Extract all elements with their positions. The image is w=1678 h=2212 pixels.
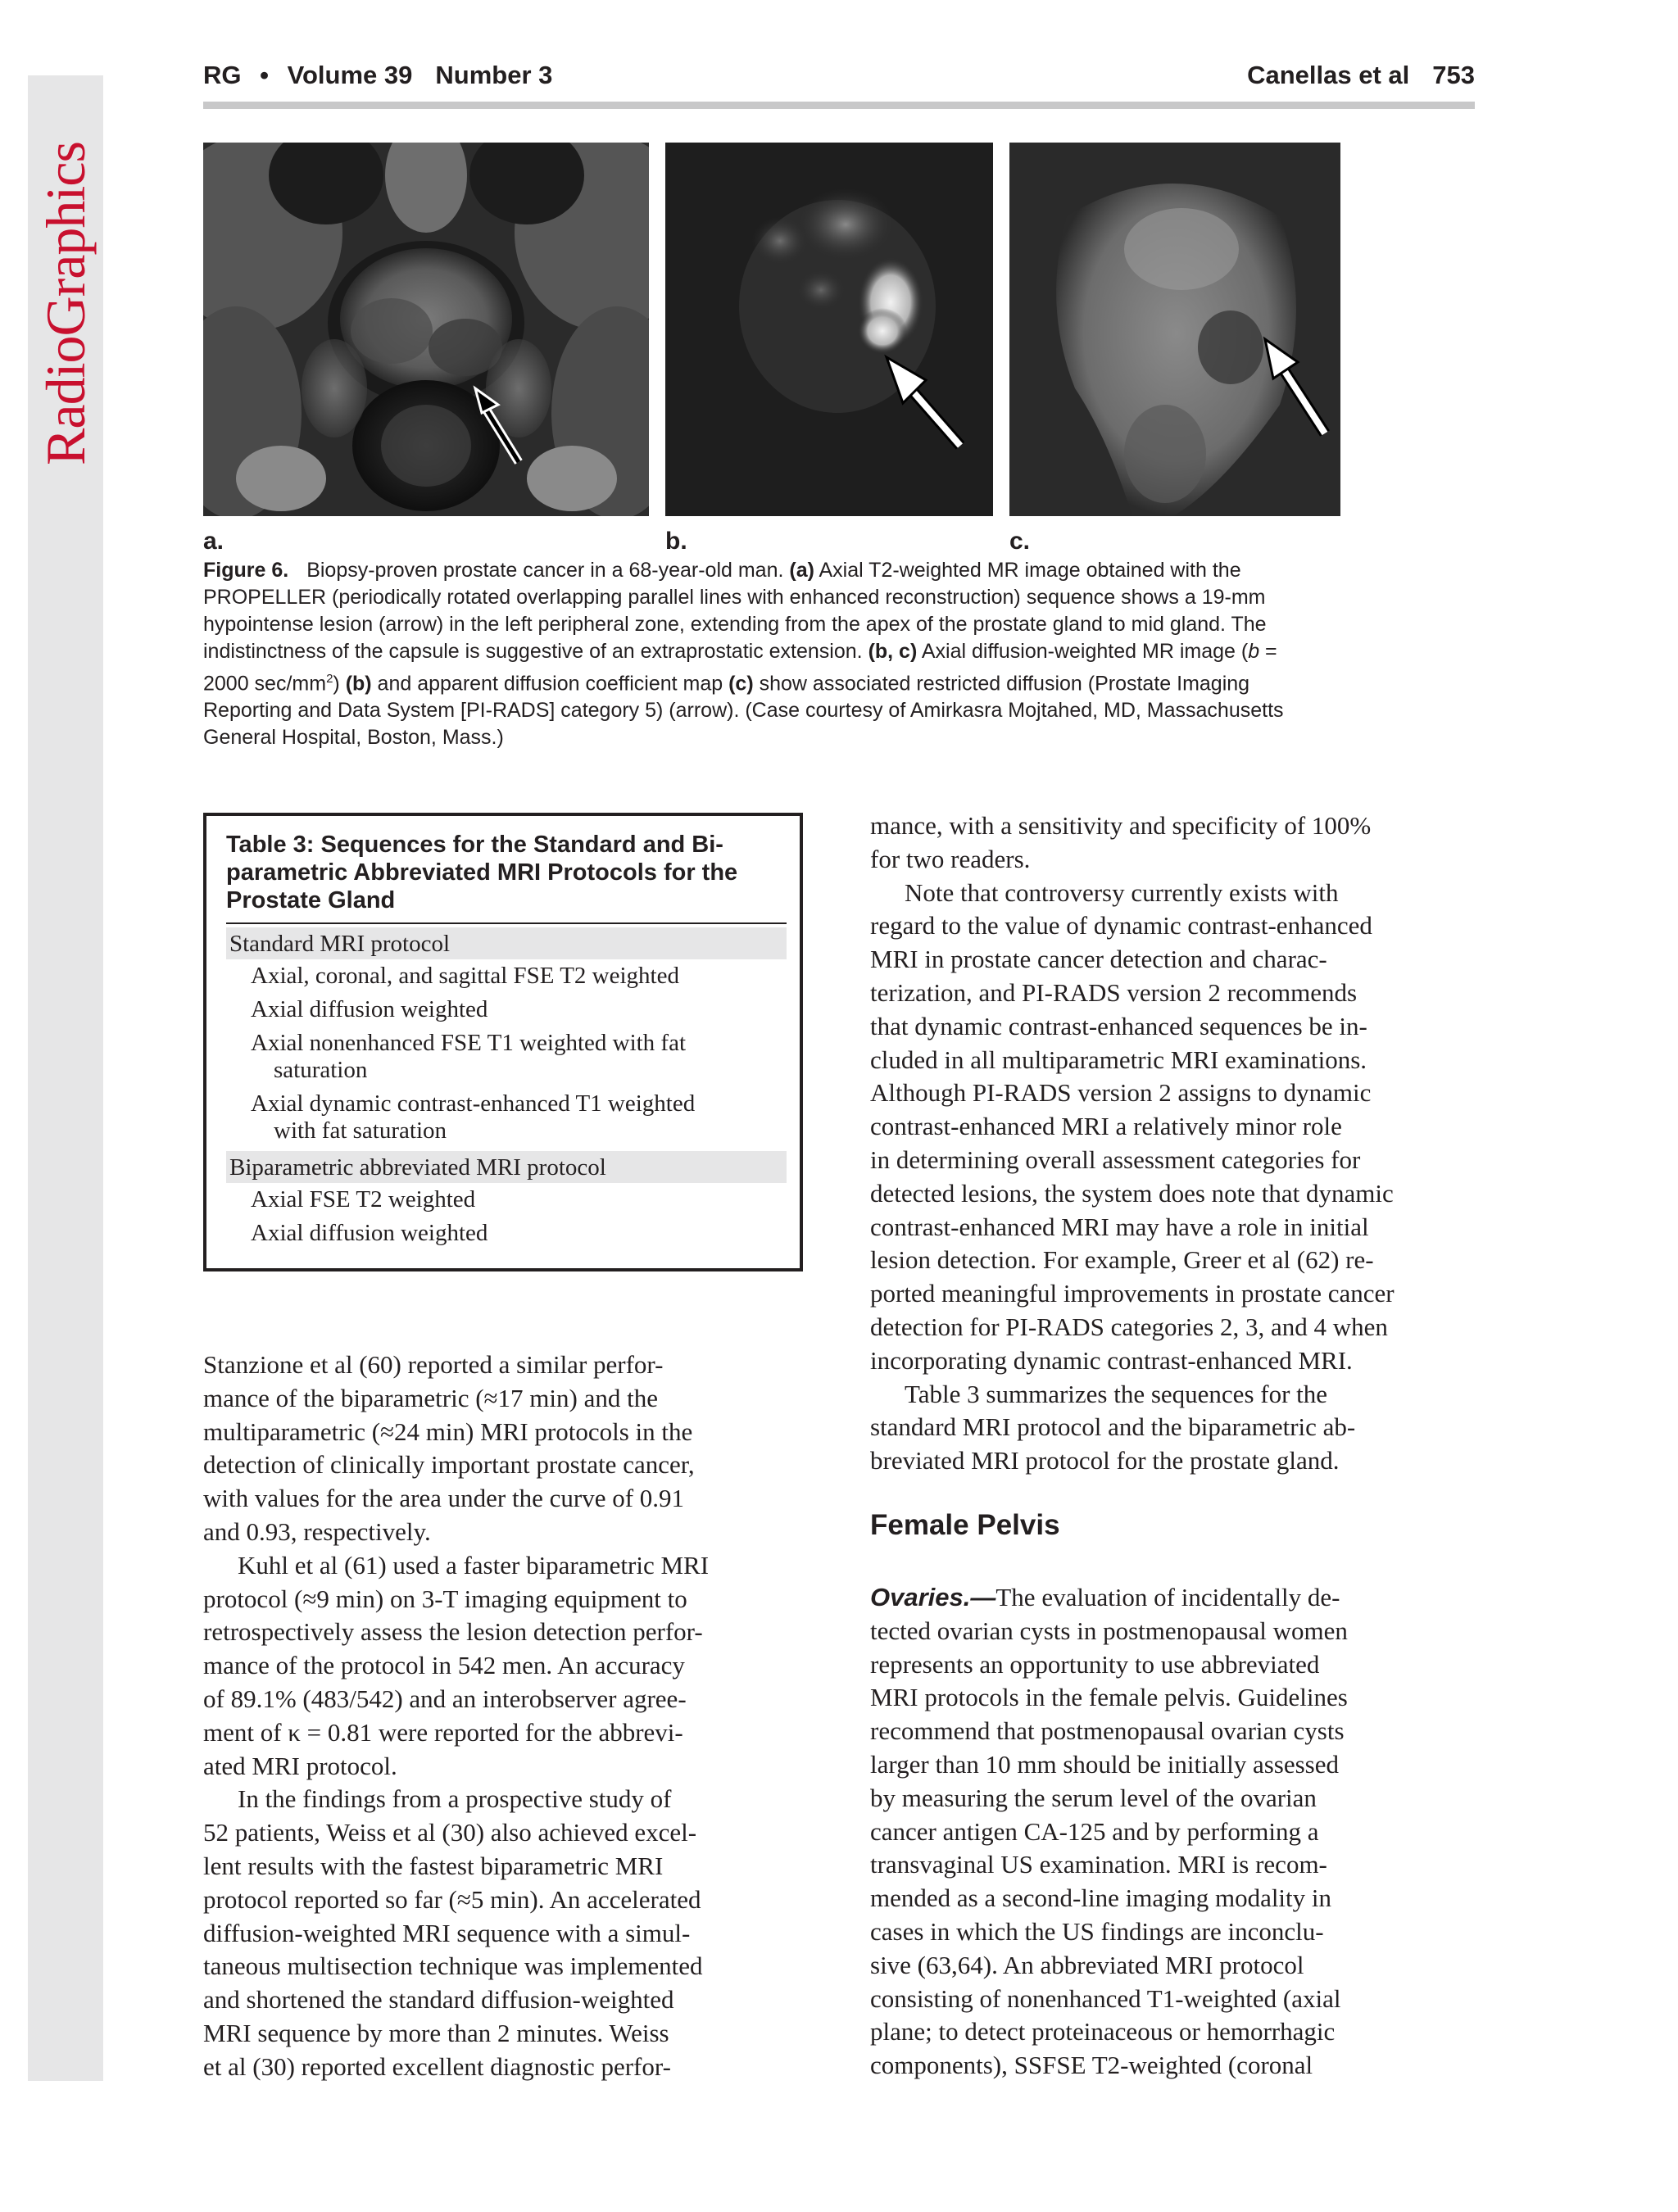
- paragraph-line: mance, with a sensitivity and specificity of 100%: [870, 811, 1372, 840]
- section-heading: Female Pelvis: [870, 1509, 1060, 1541]
- paragraph-line: diffusion-weighted MRI sequence with a simul-: [203, 1918, 691, 1947]
- paragraph-line: Kuhl et al (61) used a faster biparametric MRI: [238, 1550, 710, 1580]
- paragraph-line: transvaginal US examination. MRI is recom-: [870, 1850, 1327, 1879]
- table-row: [226, 1030, 787, 1084]
- paragraph-line: regard to the value of dynamic contrast-enhanced: [870, 911, 1372, 941]
- table-group-heading: Standard MRI protocol: [226, 927, 787, 959]
- header-volume: Volume 39: [287, 61, 413, 89]
- caption-line: [203, 638, 1342, 665]
- caption-text: show associated restricted diffusion (Prostate Imaging: [753, 672, 1250, 696]
- paragraph-line: In the findings from a prospective study of: [238, 1784, 672, 1814]
- right-column-text: [870, 809, 1493, 1478]
- panel-label-b: b.: [665, 528, 687, 555]
- paragraph-line: breviated MRI protocol for the prostate gland.: [870, 1446, 1340, 1475]
- paragraph-line: multiparametric (≈24 min) MRI protocols in the: [203, 1416, 693, 1446]
- paragraph-line: with values for the area under the curve of 0.91: [203, 1484, 685, 1513]
- paragraph-line: MRI sequence by more than 2 minutes. Weiss: [203, 2018, 669, 2047]
- table-title-line: Table 3: Sequences for the Standard and Bi-: [226, 832, 723, 858]
- running-header: [203, 61, 1475, 102]
- mri-t2-image: [203, 143, 649, 516]
- paragraph-line: lent results with the fastest biparametric MRI: [203, 1851, 664, 1880]
- paragraph-line: 52 patients, Weiss et al (30) also achieved excel-: [203, 1818, 697, 1847]
- caption-line: Reporting and Data System [PI-RADS] category 5) (arrow). (Case courtesy of Amirkasra Mojtahed, MD, Massachusetts: [203, 699, 1284, 723]
- table-group-heading: Biparametric abbreviated MRI protocol: [226, 1151, 787, 1183]
- paragraph-line: ated MRI protocol.: [203, 1751, 397, 1780]
- paragraph-line: terization, and PI-RADS version 2 recommends: [870, 977, 1358, 1007]
- paragraph-line: Although PI-RADS version 2 assigns to dynamic: [870, 1078, 1372, 1108]
- paragraph-line: protocol (≈9 min) on 3-T imaging equipment to: [203, 1584, 687, 1613]
- header-page-info: [1247, 61, 1475, 90]
- paragraph-line: detection for PI-RADS categories 2, 3, and 4 when: [870, 1312, 1388, 1341]
- paragraph-line: consisting of nonenhanced T1-weighted (axial: [870, 1983, 1341, 2013]
- paragraph-line: in determining overall assessment categories for: [870, 1145, 1361, 1174]
- caption-superscript: 2: [326, 672, 333, 686]
- header-journal-info: [203, 61, 552, 90]
- caption-text: =: [1259, 640, 1277, 663]
- journal-logo-text: RadioGraphics: [34, 141, 97, 465]
- table-title-line: parametric Abbreviated MRI Protocols for the: [226, 859, 738, 886]
- table-row: [226, 1220, 787, 1247]
- table-cell: Axial dynamic contrast-enhanced T1 weighted: [251, 1090, 696, 1117]
- header-authors: Canellas et al: [1247, 61, 1410, 89]
- paragraph-line: incorporating dynamic contrast-enhanced MRI.: [870, 1345, 1353, 1375]
- paragraph-line: cluded in all multiparametric MRI examinations.: [870, 1045, 1367, 1074]
- figure-panel-b: [665, 143, 993, 516]
- paragraph-text: The evaluation of incidentally de-: [995, 1583, 1340, 1611]
- caption-line: [203, 665, 1342, 697]
- table-rows: [226, 927, 787, 1253]
- paragraph-line: lesion detection. For example, Greer et al (62) re-: [870, 1245, 1374, 1275]
- figure-caption: [203, 557, 1342, 751]
- paragraph-line: components), SSFSE T2-weighted (coronal: [870, 2051, 1313, 2080]
- paragraph-line: and 0.93, respectively.: [203, 1516, 431, 1546]
- paragraph-line: larger than 10 mm should be initially assessed: [870, 1749, 1339, 1779]
- paragraph-line: standard MRI protocol and the biparametric ab-: [870, 1412, 1356, 1442]
- caption-line: General Hospital, Boston, Mass.): [203, 726, 504, 750]
- paragraph-line: represents an opportunity to use abbreviated: [870, 1649, 1320, 1679]
- paragraph-line: et al (30) reported excellent diagnostic perfor-: [203, 2051, 671, 2081]
- caption-text: 2000 sec/mm: [203, 672, 327, 696]
- caption-line: PROPELLER (periodically rotated overlapping parallel lines with enhanced reconstruction) sequence shows a 19-mm: [203, 586, 1266, 609]
- caption-bold-ref: (c): [728, 672, 754, 696]
- mri-adc-map-image: [1009, 143, 1340, 516]
- journal-logo: [28, 123, 103, 483]
- table-cell: Axial diffusion weighted: [251, 996, 488, 1022]
- caption-text: Axial diffusion-weighted MR image (: [917, 640, 1249, 663]
- table-rule: [226, 922, 787, 924]
- table-title: [226, 831, 791, 914]
- subsection-runin-heading: Ovaries.—: [870, 1583, 996, 1611]
- caption-figure-label: Figure 6.: [203, 559, 289, 582]
- caption-bold-ref: (a): [789, 559, 814, 582]
- paragraph-line: and shortened the standard diffusion-weighted: [203, 1985, 674, 2015]
- header-page-number: 753: [1432, 61, 1475, 89]
- paragraph-line: contrast-enhanced MRI a relatively minor role: [870, 1112, 1342, 1141]
- panel-label-c: c.: [1009, 528, 1031, 555]
- paragraph-line: of 89.1% (483/542) and an interobserver agree-: [203, 1684, 687, 1713]
- figure-panel-c: [1009, 143, 1340, 516]
- paragraph-line: taneous multisection technique was implemented: [203, 1951, 703, 1981]
- caption-text: and apparent diffusion coefficient map: [371, 672, 729, 696]
- paragraph-line: for two readers.: [870, 844, 1031, 873]
- table-cell-continuation: saturation: [274, 1057, 368, 1083]
- paragraph-line: plane; to detect proteinaceous or hemorrhagic: [870, 2017, 1336, 2047]
- paragraph-line: cancer antigen CA-125 and by performing a: [870, 1816, 1319, 1846]
- mri-dwi-image: [665, 143, 993, 516]
- panel-label-a: a.: [203, 528, 224, 555]
- paragraph-line: tected ovarian cysts in postmenopausal women: [870, 1616, 1348, 1645]
- table-cell-continuation: with fat saturation: [274, 1117, 447, 1144]
- table-row: [226, 996, 787, 1023]
- table-cell: Axial diffusion weighted: [251, 1220, 488, 1246]
- caption-line: hypointense lesion (arrow) in the left peripheral zone, extending from the apex of the prostate gland to mid gland. The: [203, 613, 1267, 636]
- caption-text: indistinctness of the capsule is suggestive of an extraprostatic extension.: [203, 640, 868, 663]
- table-row: [226, 1090, 787, 1145]
- paragraph-line: that dynamic contrast-enhanced sequences be in-: [870, 1011, 1367, 1040]
- paragraph-line: detected lesions, the system does note that dynamic: [870, 1178, 1394, 1208]
- caption-bold-ref: (b, c): [868, 640, 918, 663]
- paragraph-line: contrast-enhanced MRI may have a role in initial: [870, 1212, 1369, 1241]
- paragraph-line: Stanzione et al (60) reported a similar perfor-: [203, 1350, 664, 1379]
- paragraph-line: protocol reported so far (≈5 min). An accelerated: [203, 1884, 701, 1914]
- caption-italic: b: [1248, 640, 1260, 663]
- paragraph-line: mended as a second-line imaging modality in: [870, 1883, 1332, 1913]
- caption-text: Axial T2-weighted MR image obtained with the: [814, 559, 1241, 582]
- paragraph-line: Table 3 summarizes the sequences for the: [905, 1379, 1328, 1408]
- header-rule: [203, 102, 1475, 109]
- caption-text: Biopsy-proven prostate cancer in a 68-year-old man.: [306, 559, 790, 582]
- left-column-text: [203, 1349, 826, 2084]
- paragraph-line: mance of the biparametric (≈17 min) and the: [203, 1383, 658, 1412]
- figure-panel-a: [203, 143, 649, 516]
- paragraph-line: detection of clinically important prostate cancer,: [203, 1450, 695, 1480]
- header-bullet: •: [260, 61, 269, 89]
- paragraph-line: MRI protocols in the female pelvis. Guidelines: [870, 1683, 1348, 1712]
- paragraph-line: Note that controversy currently exists with: [905, 877, 1339, 907]
- paragraph-line: ment of κ = 0.81 were reported for the abbrevi-: [203, 1717, 683, 1747]
- table-row: [226, 963, 787, 990]
- table-cell: Axial FSE T2 weighted: [251, 1186, 476, 1213]
- paragraph-line: by measuring the serum level of the ovarian: [870, 1783, 1317, 1812]
- paragraph-line: mance of the protocol in 542 men. An accuracy: [203, 1651, 685, 1680]
- paragraph-line: ported meaningful improvements in prostate cancer: [870, 1279, 1395, 1308]
- paragraph-line: retrospectively assess the lesion detection perfor-: [203, 1617, 703, 1647]
- caption-text: ): [333, 672, 346, 696]
- paragraph-line: MRI in prostate cancer detection and charac-: [870, 945, 1327, 974]
- paragraph-line: [870, 1581, 1493, 1615]
- caption-line: [203, 557, 1342, 584]
- table-row: [226, 1186, 787, 1213]
- paragraph-line: recommend that postmenopausal ovarian cysts: [870, 1716, 1345, 1746]
- table-cell: Axial, coronal, and sagittal FSE T2 weighted: [251, 963, 679, 989]
- header-journal: RG: [203, 61, 242, 89]
- table-title-line: Prostate Gland: [226, 887, 396, 913]
- table-cell: Axial nonenhanced FSE T1 weighted with fat: [251, 1030, 687, 1056]
- paragraph-line: sive (63,64). An abbreviated MRI protocol: [870, 1950, 1304, 1979]
- right-column-subsection-text: [870, 1581, 1493, 2083]
- caption-bold-ref: (b): [345, 672, 372, 696]
- paragraph-line: cases in which the US findings are inconclu-: [870, 1916, 1324, 1946]
- header-number: Number 3: [435, 61, 553, 89]
- table-3: [203, 813, 803, 1271]
